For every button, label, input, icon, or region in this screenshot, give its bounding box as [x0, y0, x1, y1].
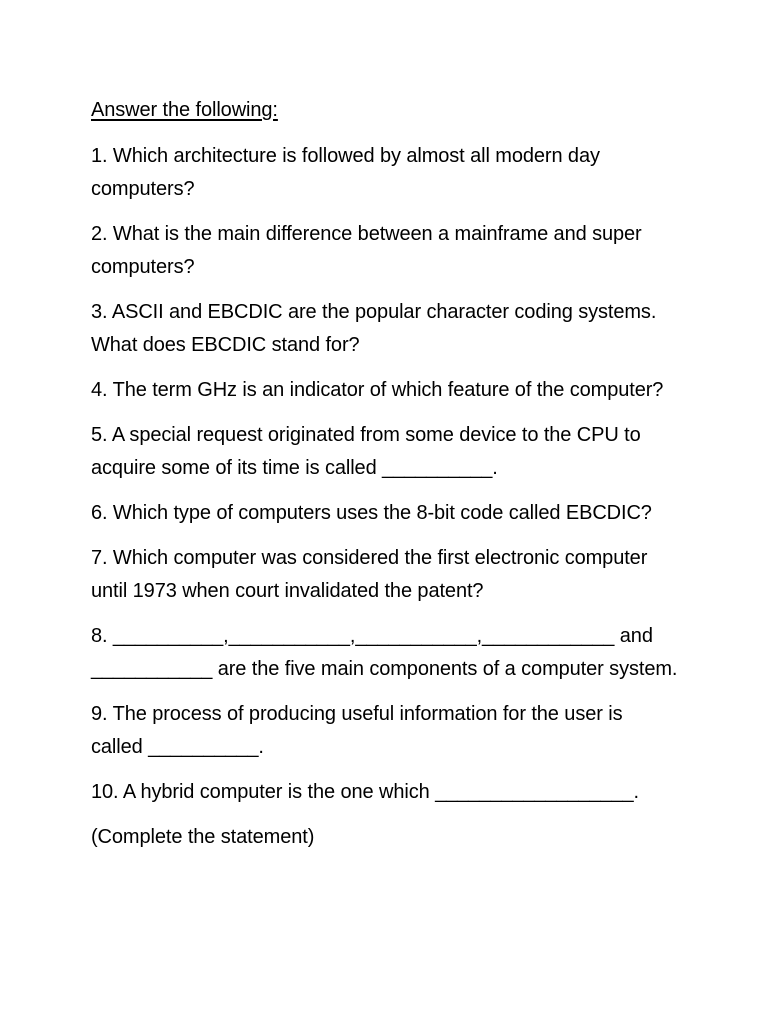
question-5: 5. A special request originated from some device to the CPU to acquire some of its time is called __________. — [91, 424, 641, 479]
question-7: 7. Which computer was considered the first electronic computer until 1973 when court invalidated the patent? — [91, 547, 648, 602]
question-4: 4. The term GHz is an indicator of which feature of the computer? — [91, 379, 664, 401]
question-1: 1. Which architecture is followed by almost all modern day computers? — [91, 145, 600, 200]
question-2: 2. What is the main difference between a mainframe and super computers? — [91, 223, 642, 278]
question-8: 8. __________,___________,___________,____________ and ___________ are the five main components of a computer system. — [91, 625, 678, 680]
question-9: 9. The process of producing useful information for the user is called __________. — [91, 703, 623, 758]
question-6: 6. Which type of computers uses the 8-bit code called EBCDIC? — [91, 502, 652, 524]
question-10: 10. A hybrid computer is the one which __________________. — [91, 781, 639, 803]
document-heading: Answer the following: — [91, 99, 278, 121]
instruction-note: (Complete the statement) — [91, 826, 315, 848]
question-3: 3. ASCII and EBCDIC are the popular character coding systems. What does EBCDIC stand for? — [91, 301, 657, 356]
